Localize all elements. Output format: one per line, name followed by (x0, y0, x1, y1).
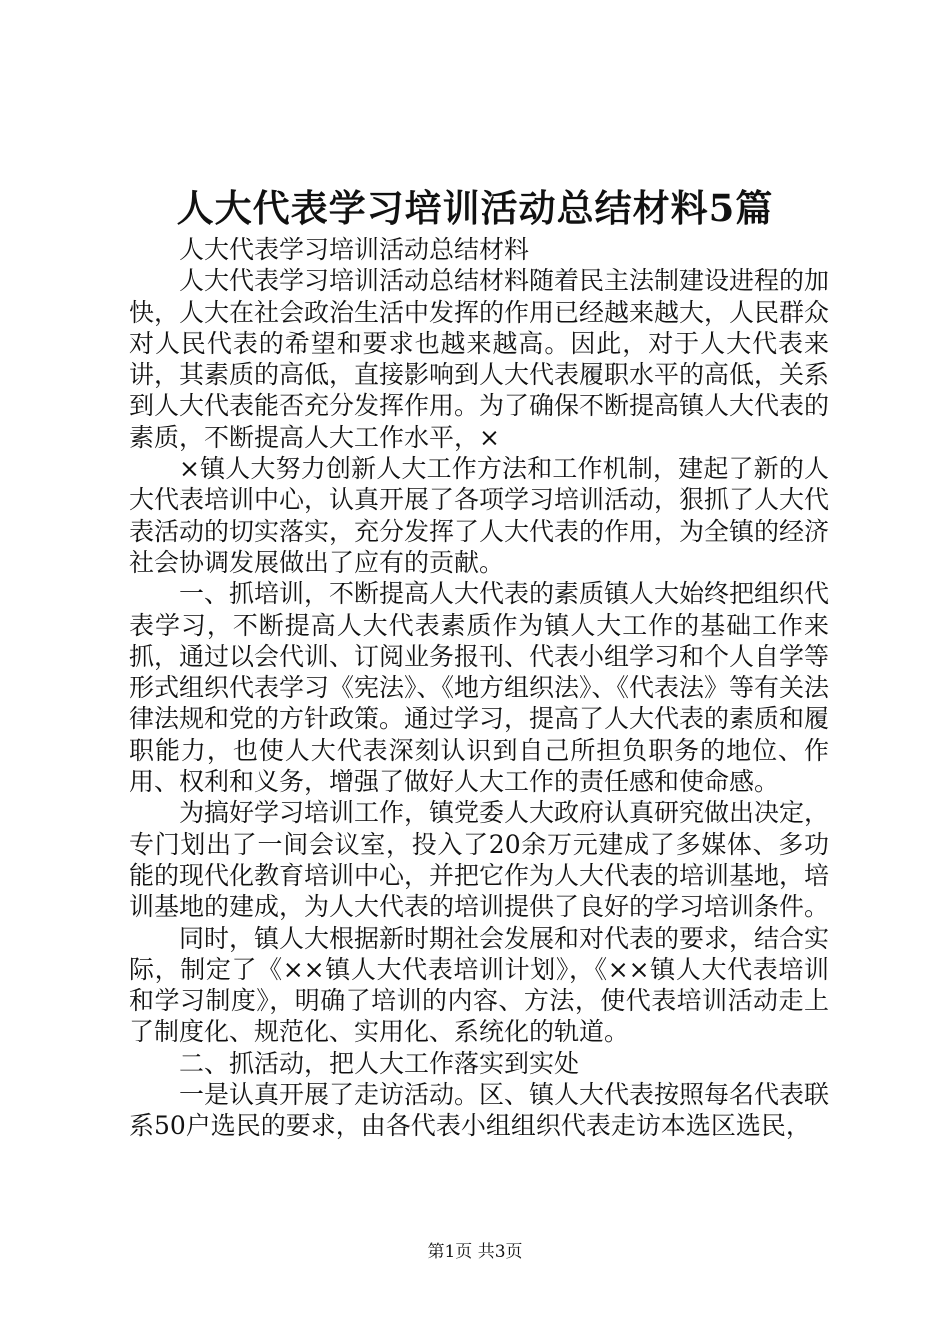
paragraph: 人大代表学习培训活动总结材料随着民主法制建设进程的加快，人大在社会政治生活中发挥的作用已经越来越大，人民群众对人民代表的希望和要求也越来越高。因此，对于人大代表来讲，其素质的高低，直接影响到人大代表履职水平的高低，关系到人大代表能否充分发挥作用。为了确保不断提高镇人大代表的素质，不断提高人大工作水平，× (129, 266, 830, 452)
document-title: 人大代表学习培训活动总结材料5篇 (176, 186, 774, 230)
paragraph: 同时，镇人大根据新时期社会发展和对代表的要求，结合实际，制定了《××镇人大代表培训计划》，《××镇人大代表培训和学习制度》，明确了培训的内容、方法，使代表培训活动走上了制度化、规范化、实用化、系统化的轨道。 (129, 923, 830, 1047)
paragraph: 为搞好学习培训工作，镇党委人大政府认真研究做出决定，专门划出了一间会议室，投入了20余万元建成了多媒体、多功能的现代化教育培训中心，并把它作为人大代表的培训基地，培训基地的建成，为人大代表的培训提供了良好的学习培训条件。 (129, 798, 830, 922)
section-heading: 二、抓活动，把人大工作落实到实处 (179, 1048, 580, 1078)
paragraph: 一、抓培训，不断提高人大代表的素质镇人大始终把组织代表学习，不断提高人大代表素质作为镇人大工作的基础工作来抓，通过以会代训、订阅业务报刊、代表小组学习和个人自学等形式组织代表学习《宪法》、《地方组织法》、《代表法》等有关法律法规和党的方针政策。通过学习，提高了人大代表的素质和履职能力，也使人大代表深刻认识到自己所担负职务的地位、作用、权利和义务，增强了做好人大工作的责任感和使命感。 (129, 579, 830, 797)
paragraph: 一是认真开展了走访活动。区、镇人大代表按照每名代表联系50户选民的要求，由各代表小组组织代表走访本选区选民， (129, 1080, 830, 1141)
page-footer: 第1页 共3页 (427, 1242, 523, 1262)
paragraph: ×镇人大努力创新人大工作方法和工作机制，建起了新的人大代表培训中心，认真开展了各项学习培训活动，狠抓了人大代表活动的切实落实，充分发挥了人大代表的作用，为全镇的经济社会协调发展做出了应有的贡献。 (129, 454, 830, 577)
document-body (129, 234, 829, 1142)
document-subtitle: 人大代表学习培训活动总结材料 (179, 235, 530, 264)
